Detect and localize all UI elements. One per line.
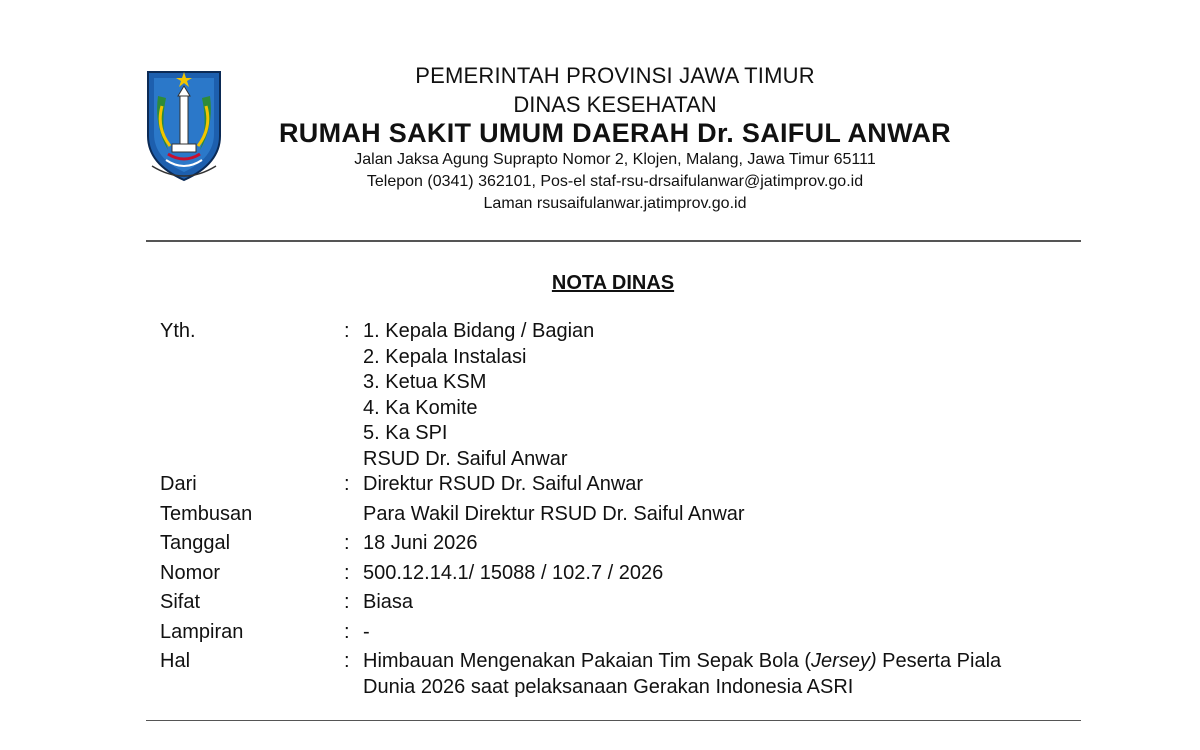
field-colon: : xyxy=(344,532,350,554)
field-colon: : xyxy=(344,320,350,342)
field-label: Tembusan xyxy=(160,502,253,525)
header-contact: Telepon (0341) 362101, Pos-el staf-rsu-drsaifulanwar@jatimprov.go.id xyxy=(366,173,864,190)
field-lampiran xyxy=(160,620,1080,650)
field-value: 500.12.14.1/ 15088 / 102.7 / 2026 xyxy=(363,561,664,584)
subject-text-start: Himbauan Mengenakan Pakaian Tim Sepak Bola ( xyxy=(363,650,812,672)
field-nomor xyxy=(160,561,1080,591)
field-label: Dari xyxy=(160,473,197,495)
recipient-item: 3. Ketua KSM xyxy=(363,371,487,393)
field-value: Biasa xyxy=(363,591,414,613)
recipient-item: 1. Kepala Bidang / Bagian xyxy=(363,320,595,342)
subject-line-2: Dunia 2026 saat pelaksanaan Gerakan Indonesia ASRI xyxy=(363,675,854,698)
field-hal xyxy=(160,649,1080,700)
header-address: Jalan Jaksa Agung Suprapto Nomor 2, Klojen, Malang, Jawa Timur 65111 xyxy=(354,151,876,168)
field-label: Sifat xyxy=(160,591,201,613)
header-government-line: PEMERINTAH PROVINSI JAWA TIMUR xyxy=(415,63,815,88)
field-value: Para Wakil Direktur RSUD Dr. Saiful Anwar xyxy=(363,502,745,525)
field-tembusan xyxy=(160,502,1080,532)
field-sifat xyxy=(160,590,1080,620)
field-label: Yth. xyxy=(160,320,196,342)
subject-text xyxy=(363,649,1080,700)
recipient-item: RSUD Dr. Saiful Anwar xyxy=(363,447,568,470)
field-value: Direktur RSUD Dr. Saiful Anwar xyxy=(363,473,644,495)
document-title: NOTA DINAS xyxy=(551,272,675,294)
jawa-timur-emblem-icon xyxy=(144,66,224,184)
field-value: - xyxy=(363,620,370,643)
field-label: Tanggal xyxy=(160,532,231,554)
field-label: Lampiran xyxy=(160,620,244,643)
recipient-item: 2. Kepala Instalasi xyxy=(363,345,527,368)
header-divider xyxy=(146,240,1081,242)
recipient-item: 5. Ka SPI xyxy=(363,422,448,444)
header-department-line: DINAS KESEHATAN xyxy=(513,92,717,117)
memo-details xyxy=(160,319,1080,700)
field-colon: : xyxy=(344,591,350,613)
field-colon: : xyxy=(344,650,350,672)
header-institution-name: RUMAH SAKIT UMUM DAERAH Dr. SAIFUL ANWAR xyxy=(279,118,951,148)
field-tanggal xyxy=(160,531,1080,561)
field-value: 18 Juni 2026 xyxy=(363,532,478,554)
field-label: Nomor xyxy=(160,561,221,584)
body-divider xyxy=(146,720,1081,721)
subject-line-1 xyxy=(363,649,1080,675)
field-label: Hal xyxy=(160,650,191,672)
field-yth xyxy=(160,319,1080,472)
recipient-list xyxy=(363,319,1080,472)
field-colon: : xyxy=(344,620,350,643)
subject-text-end: Peserta Piala xyxy=(876,650,1002,672)
field-dari xyxy=(160,472,1080,502)
field-colon: : xyxy=(344,561,350,584)
subject-text-italic: Jersey) xyxy=(811,650,877,672)
recipient-item: 4. Ka Komite xyxy=(363,396,478,419)
field-colon: : xyxy=(344,473,350,495)
header-website: Laman rsusaifulanwar.jatimprov.go.id xyxy=(483,195,747,212)
